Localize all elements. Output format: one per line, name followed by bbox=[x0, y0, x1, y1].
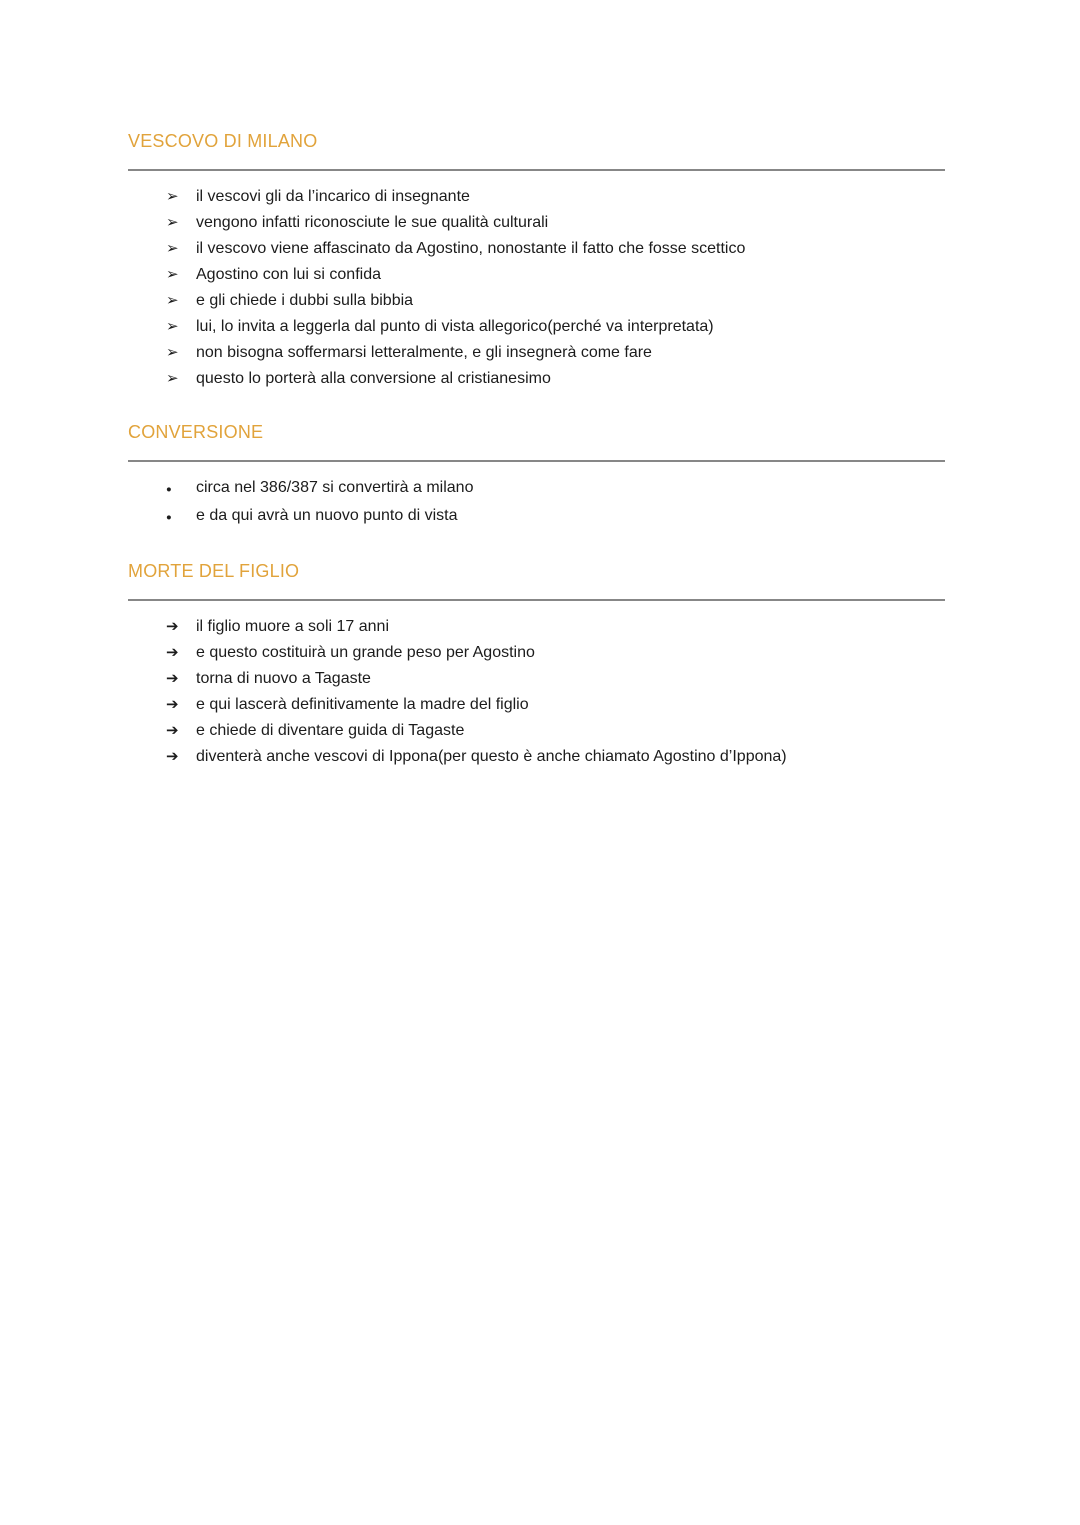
arrow-right-icon: ➔ bbox=[166, 722, 179, 739]
list-item bbox=[128, 288, 945, 314]
list-item-text: diventerà anche vescovi di Ippona(per questo è anche chiamato Agostino d’Ippona) bbox=[196, 748, 787, 765]
list-item-text: e qui lascerà definitivamente la madre del figlio bbox=[196, 696, 529, 713]
list-item-text: il vescovo viene affascinato da Agostino, nonostante il fatto che fosse scettico bbox=[196, 240, 746, 257]
section-divider bbox=[128, 169, 945, 171]
section-conversione bbox=[128, 422, 945, 531]
arrow-right-icon: ➔ bbox=[166, 670, 179, 687]
list-item bbox=[128, 718, 945, 744]
arrowhead-right-icon: ➢ bbox=[166, 370, 179, 387]
document-content bbox=[128, 131, 945, 770]
section-divider bbox=[128, 460, 945, 462]
arrowhead-right-icon: ➢ bbox=[166, 344, 179, 361]
list-item bbox=[128, 475, 945, 503]
list-item bbox=[128, 210, 945, 236]
section-vescovo-di-milano bbox=[128, 131, 945, 392]
list-item-text: vengono infatti riconosciute le sue qualità culturali bbox=[196, 214, 549, 231]
section-heading: VESCOVO DI MILANO bbox=[128, 131, 318, 151]
arrowhead-right-icon: ➢ bbox=[166, 292, 179, 309]
list-item bbox=[128, 366, 945, 392]
arrowhead-right-icon: ➢ bbox=[166, 318, 179, 335]
arrow-right-icon: ➔ bbox=[166, 618, 179, 635]
list-item bbox=[128, 744, 945, 770]
list-item bbox=[128, 236, 945, 262]
list-item-text: il figlio muore a soli 17 anni bbox=[196, 618, 389, 635]
section-heading: MORTE DEL FIGLIO bbox=[128, 561, 300, 581]
arrowhead-right-icon: ➢ bbox=[166, 240, 179, 257]
section-divider bbox=[128, 599, 945, 601]
disc-bullet-icon: ● bbox=[166, 512, 172, 523]
list-item-text: e da qui avrà un nuovo punto di vista bbox=[196, 507, 458, 524]
arrow-right-icon: ➔ bbox=[166, 644, 179, 661]
list-item-text: il vescovi gli da l’incarico di insegnante bbox=[196, 188, 470, 205]
list-item-text: lui, lo invita a leggerla dal punto di vista allegorico(perché va interpretata) bbox=[196, 318, 714, 335]
list-item-text: non bisogna soffermarsi letteralmente, e gli insegnerà come fare bbox=[196, 344, 652, 361]
list-item bbox=[128, 314, 945, 340]
list-item-text: e questo costituirà un grande peso per Agostino bbox=[196, 644, 535, 661]
list-item bbox=[128, 262, 945, 288]
list-item bbox=[128, 340, 945, 366]
arrowhead-right-icon: ➢ bbox=[166, 266, 179, 283]
list-item-text: Agostino con lui si confida bbox=[196, 266, 381, 283]
bullet-list bbox=[128, 475, 945, 531]
arrow-right-icon: ➔ bbox=[166, 696, 179, 713]
list-item-text: torna di nuovo a Tagaste bbox=[196, 670, 371, 687]
list-item-text: e chiede di diventare guida di Tagaste bbox=[196, 722, 465, 739]
list-item-text: e gli chiede i dubbi sulla bibbia bbox=[196, 292, 414, 309]
arrowhead-right-icon: ➢ bbox=[166, 214, 179, 231]
list-item bbox=[128, 640, 945, 666]
arrow-right-icon: ➔ bbox=[166, 748, 179, 765]
list-item-text: circa nel 386/387 si convertirà a milano bbox=[196, 479, 474, 496]
bullet-list bbox=[128, 184, 945, 392]
bullet-list bbox=[128, 614, 945, 770]
arrowhead-right-icon: ➢ bbox=[166, 188, 179, 205]
list-item-text: questo lo porterà alla conversione al cristianesimo bbox=[196, 370, 551, 387]
list-item bbox=[128, 614, 945, 640]
section-morte-del-figlio bbox=[128, 561, 945, 770]
disc-bullet-icon: ● bbox=[166, 484, 172, 495]
list-item bbox=[128, 692, 945, 718]
list-item bbox=[128, 666, 945, 692]
list-item bbox=[128, 503, 945, 531]
section-heading: CONVERSIONE bbox=[128, 422, 264, 442]
list-item bbox=[128, 184, 945, 210]
